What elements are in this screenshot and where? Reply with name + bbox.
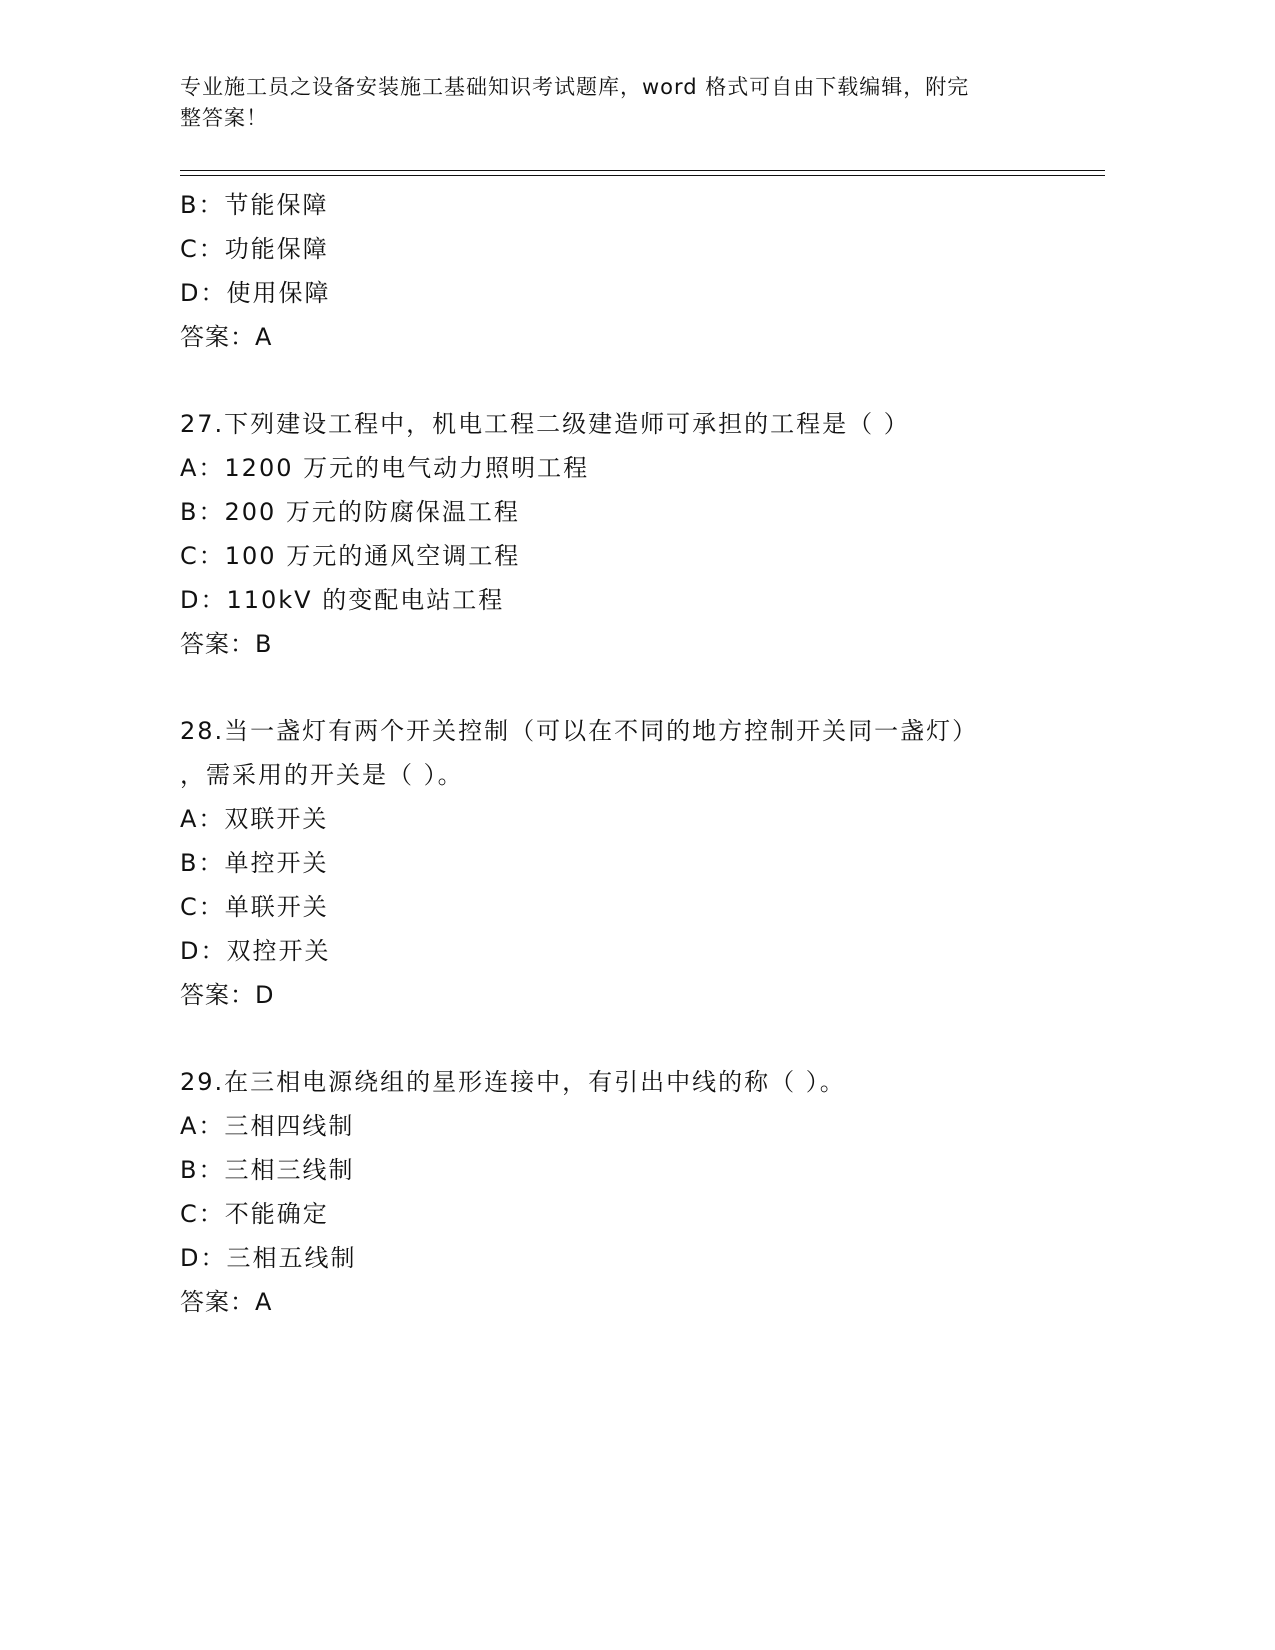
question-stem: ，需采用的开关是（ ）。 xyxy=(180,761,464,789)
answer-line: 答案：A xyxy=(180,1288,273,1316)
question-stem: 28.当一盏灯有两个开关控制（可以在不同的地方控制开关同一盏灯） xyxy=(180,717,979,745)
option-line: C：100 万元的通风空调工程 xyxy=(180,542,521,570)
option-line: B：200 万元的防腐保温工程 xyxy=(180,498,520,526)
question-spacer xyxy=(180,666,1105,709)
option-line: D：双控开关 xyxy=(180,937,331,965)
question-spacer xyxy=(180,359,1105,402)
option-line: C：不能确定 xyxy=(180,1200,329,1228)
answer-line: 答案：D xyxy=(180,981,275,1009)
option-line: D：110kV 的变配电站工程 xyxy=(180,586,505,614)
option-line: C：单联开关 xyxy=(180,893,329,921)
option-line: A：三相四线制 xyxy=(180,1112,355,1140)
question-stem: 27.下列建设工程中，机电工程二级建造师可承担的工程是（ ） xyxy=(180,410,910,438)
document-header xyxy=(180,72,1060,134)
option-line: A：1200 万元的电气动力照明工程 xyxy=(180,454,590,482)
question-stem: 29.在三相电源绕组的星形连接中，有引出中线的称（ ）。 xyxy=(180,1068,846,1096)
header-divider-top xyxy=(180,170,1105,171)
option-line: B：单控开关 xyxy=(180,849,329,877)
header-line-2: 整答案！ xyxy=(180,106,268,130)
option-line: D：使用保障 xyxy=(180,279,331,307)
option-line: B：三相三线制 xyxy=(180,1156,355,1184)
answer-line: 答案：A xyxy=(180,323,273,351)
option-line: C：功能保障 xyxy=(180,235,329,263)
option-line: D：三相五线制 xyxy=(180,1244,357,1272)
answer-line: 答案：B xyxy=(180,630,273,658)
header-line-1: 专业施工员之设备安装施工基础知识考试题库，word 格式可自由下载编辑，附完 xyxy=(180,75,970,99)
question-spacer xyxy=(180,1017,1105,1060)
option-line: A：双联开关 xyxy=(180,805,329,833)
question-list xyxy=(180,183,1105,1324)
header-divider-bottom xyxy=(180,175,1105,176)
option-line: B：节能保障 xyxy=(180,191,329,219)
